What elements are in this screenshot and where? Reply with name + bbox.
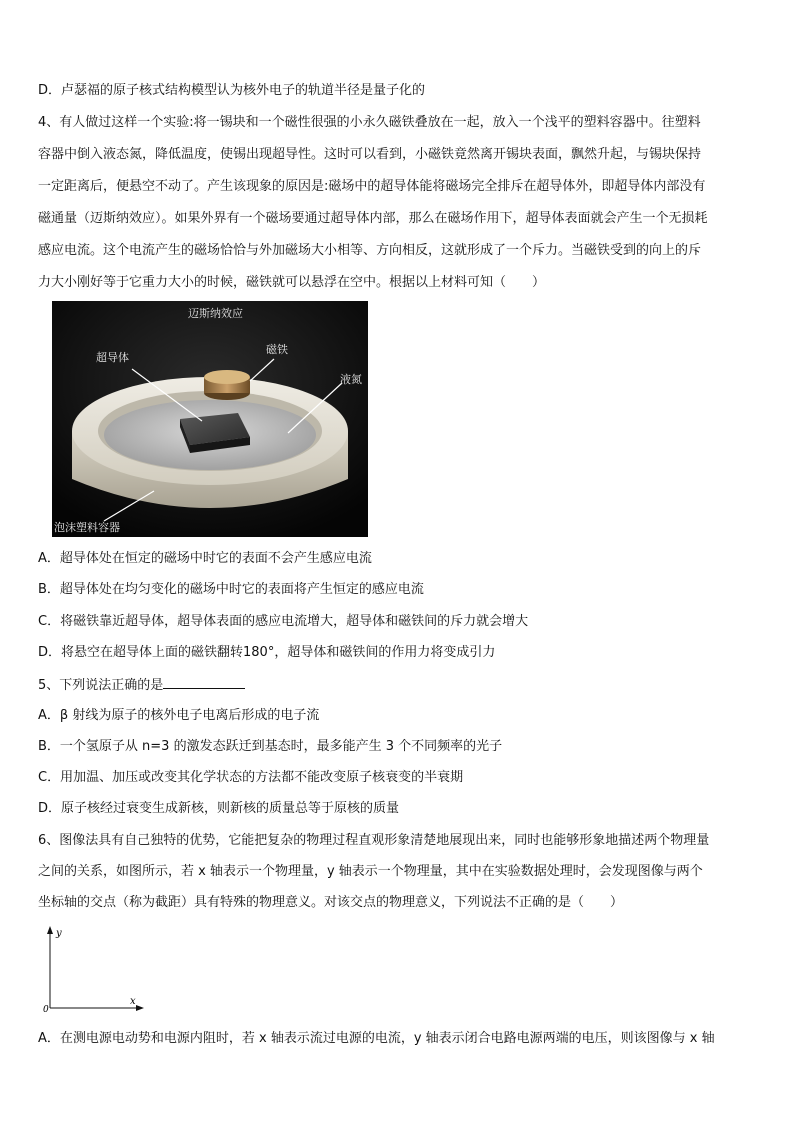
q4-option-c: C．将磁铁靠近超导体，超导体表面的感应电流增大，超导体和磁铁间的斥力就会增大: [38, 614, 529, 629]
label-container: 泡沫塑料容器: [54, 521, 120, 534]
q4-line-2: 容器中倒入液态氮，降低温度，使锡出现超导性。这时可以看到，小磁铁竟然离开锡块表面，飘然升起，与锡块保持: [38, 147, 702, 162]
x-axis-label: x: [130, 996, 136, 1007]
y-axis-label: y: [56, 928, 62, 939]
q6-line-2: 之间的关系，如图所示，若 x 轴表示一个物理量，y 轴表示一个物理量，其中在实验数据处理时，会发现图像与两个: [38, 864, 703, 879]
q4-line-3: 一定距离后，便悬空不动了。产生该现象的原因是:磁场中的超导体能将磁场完全排斥在超导体外，即超导体内部没有: [38, 179, 706, 194]
q5-option-b: B．一个氢原子从 n=3 的激发态跃迁到基态时，最多能产生 3 个不同频率的光子: [38, 739, 503, 754]
q5-stem: 5、下列说法正确的是: [38, 678, 164, 693]
figure-title: 迈斯纳效应: [188, 307, 243, 320]
q5-stem-row: [38, 676, 245, 695]
label-superconductor: 超导体: [96, 351, 129, 364]
meissner-effect-figure: [52, 301, 368, 537]
q6-line-1: 6、图像法具有自己独特的优势，它能把复杂的物理过程直观形象清楚地展现出来，同时也能够形象地描述两个物理量: [38, 833, 710, 848]
label-liquid-nitrogen: 液氮: [340, 373, 362, 386]
prev-option-d: D．卢瑟福的原子核式结构模型认为核外电子的轨道半径是量子化的: [38, 83, 426, 98]
coordinate-axes: [36, 924, 146, 1014]
q4-line-6: 力大小刚好等于它重力大小的时候，磁铁就可以悬浮在空中。根据以上材料可知（ ）: [38, 275, 546, 290]
q5-option-a: A．β 射线为原子的核外电子电离后形成的电子流: [38, 708, 320, 723]
q6-option-a: A．在测电源电动势和电源内阻时，若 x 轴表示流过电源的电流，y 轴表示闭合电路电源两端的电压，则该图像与 x 轴: [38, 1031, 715, 1046]
q5-option-c: C．用加温、加压或改变其化学状态的方法都不能改变原子核衰变的半衰期: [38, 770, 464, 785]
q4-line-4: 磁通量（迈斯纳效应）。如果外界有一个磁场要通过超导体内部，那么在磁场作用下，超导体表面就会产生一个无损耗: [38, 211, 708, 226]
q4-line-1: 4、有人做过这样一个实验:将一锡块和一个磁性很强的小永久磁铁叠放在一起，放入一个浅平的塑料容器中。往塑料: [38, 115, 701, 130]
q4-option-a: A．超导体处在恒定的磁场中时它的表面不会产生感应电流: [38, 551, 372, 566]
q5-option-d: D．原子核经过衰变生成新核，则新核的质量总等于原核的质量: [38, 801, 400, 816]
origin-label: 0: [43, 1005, 49, 1014]
label-magnet: 磁铁: [266, 343, 288, 356]
q4-option-b: B．超导体处在均匀变化的磁场中时它的表面将产生恒定的感应电流: [38, 582, 424, 597]
q4-option-d: D．将悬空在超导体上面的磁铁翻转180°，超导体和磁铁间的作用力将变成引力: [38, 645, 496, 660]
meissner-illustration: [52, 301, 368, 537]
q4-line-5: 感应电流。这个电流产生的磁场恰恰与外加磁场大小相等、方向相反，这就形成了一个斥力。当磁铁受到的向上的斥: [38, 243, 702, 258]
y-axis-arrow: [47, 926, 53, 934]
x-axis-arrow: [136, 1005, 144, 1011]
magnet-top: [204, 370, 250, 384]
q6-line-3: 坐标轴的交点（称为截距）具有特殊的物理意义。对该交点的物理意义，下列说法不正确的是（ ）: [38, 895, 624, 910]
q5-answer-blank: [163, 676, 245, 689]
